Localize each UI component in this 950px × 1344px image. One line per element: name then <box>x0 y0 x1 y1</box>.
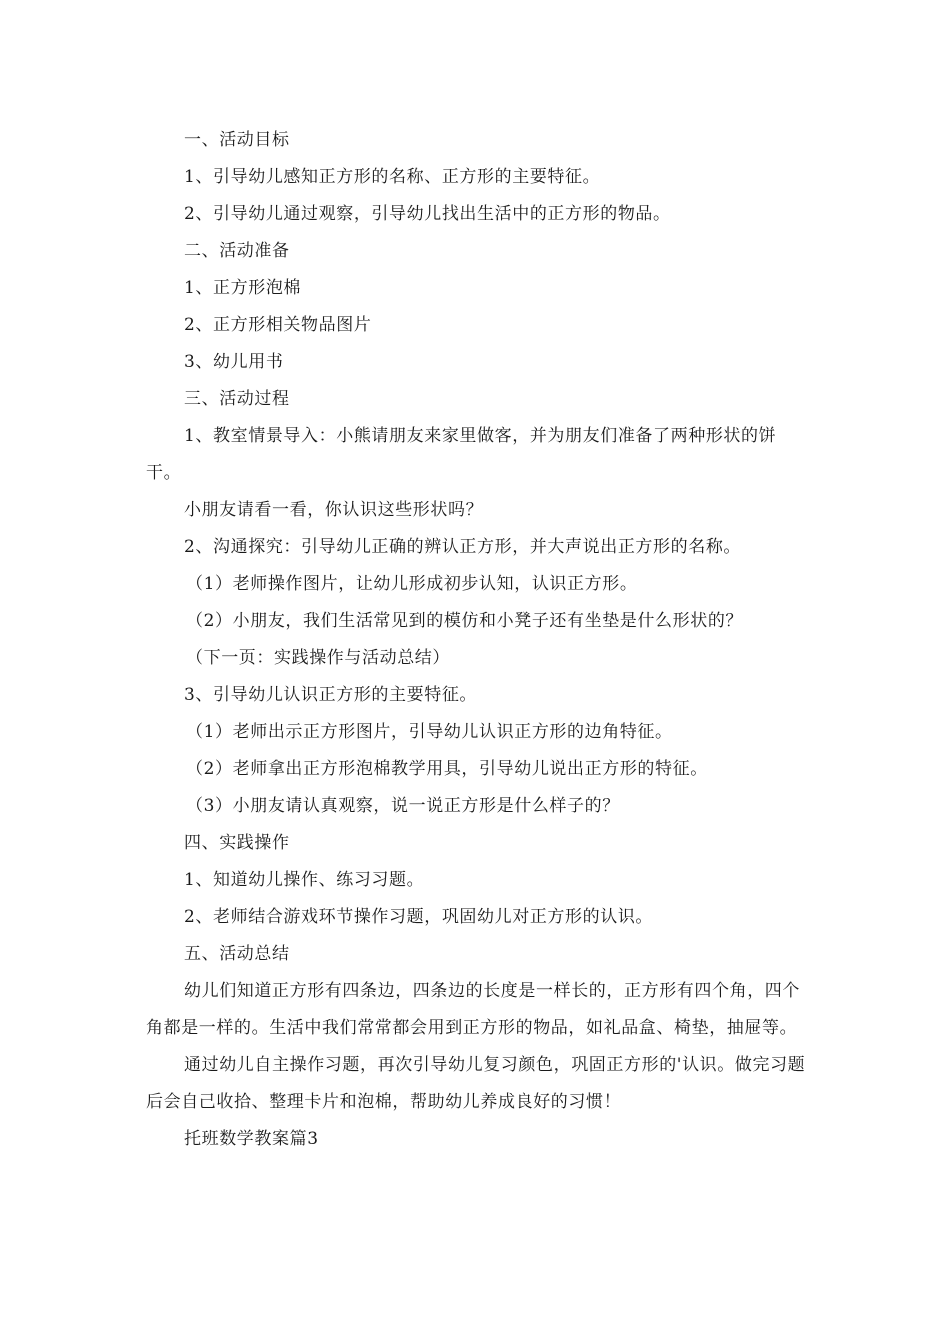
next-lesson-title: 托班数学教案篇3 <box>184 1129 319 1149</box>
preparation-item-3: 3、幼儿用书 <box>184 352 284 372</box>
practice-item-1: 1、知道幼儿操作、练习习题。 <box>184 870 425 890</box>
summary-paragraph-1: 幼儿们知道正方形有四条边，四条边的长度是一样长的，正方形有四个角，四个角都是一样的。生活中我们常常都会用到正方形的物品，如礼品盒、椅垫，抽屉等。 <box>146 981 800 1038</box>
section-heading-summary: 五、活动总结 <box>184 944 290 964</box>
process-step-2: 2、沟通探究：引导幼儿正确的辨认正方形，并大声说出正方形的名称。 <box>184 537 742 557</box>
page-continuation-note: （下一页：实践操作与活动总结） <box>186 648 450 668</box>
process-step-1: 1、教室情景导入：小熊请朋友来家里做客，并为朋友们准备了两种形状的饼干。 <box>146 426 777 483</box>
process-step-3-sub-3: （3）小朋友请认真观察，说一说正方形是什么样子的？ <box>186 796 620 816</box>
process-step-2-sub-2: （2）小朋友，我们生活常见到的模仿和小凳子还有坐垫是什么形状的？ <box>186 611 744 631</box>
section-heading-process: 三、活动过程 <box>184 389 290 409</box>
section-heading-preparation: 二、活动准备 <box>184 241 290 261</box>
practice-item-2: 2、老师结合游戏环节操作习题，巩固幼儿对正方形的认识。 <box>184 907 654 927</box>
goal-item-1: 1、引导幼儿感知正方形的名称、正方形的主要特征。 <box>184 167 601 187</box>
process-question: 小朋友请看一看，你认识这些形状吗？ <box>184 500 484 520</box>
process-step-2-sub-1: （1）老师操作图片，让幼儿形成初步认知，认识正方形。 <box>186 574 638 594</box>
summary-paragraph-2: 通过幼儿自主操作习题，再次引导幼儿复习颜色，巩固正方形的'认识。做完习题后会自己收拾、整理卡片和泡棉，帮助幼儿养成良好的习惯！ <box>146 1055 806 1112</box>
process-step-3-sub-1: （1）老师出示正方形图片，引导幼儿认识正方形的边角特征。 <box>186 722 673 742</box>
section-heading-practice: 四、实践操作 <box>184 833 290 853</box>
goal-item-2: 2、引导幼儿通过观察，引导幼儿找出生活中的正方形的物品。 <box>184 204 671 224</box>
preparation-item-2: 2、正方形相关物品图片 <box>184 315 372 335</box>
preparation-item-1: 1、正方形泡棉 <box>184 278 302 298</box>
process-step-3-sub-2: （2）老师拿出正方形泡棉教学用具，引导幼儿说出正方形的特征。 <box>186 759 708 779</box>
process-step-3: 3、引导幼儿认识正方形的主要特征。 <box>184 685 478 705</box>
section-heading-goals: 一、活动目标 <box>184 130 290 150</box>
document-body <box>146 122 810 1158</box>
